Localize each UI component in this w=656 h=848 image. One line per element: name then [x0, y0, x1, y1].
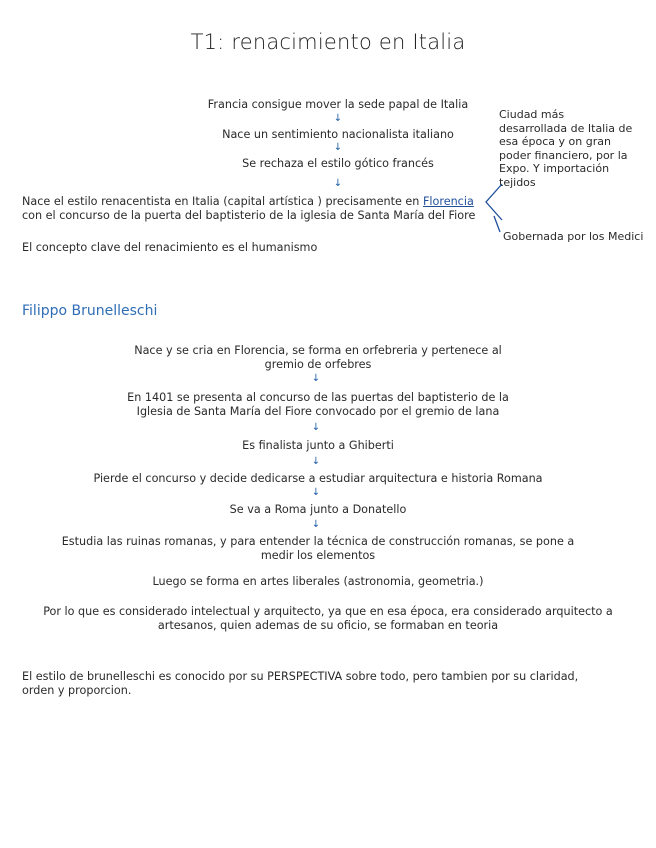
key-concept: El concepto clave del renacimiento es el humanismo [22, 241, 318, 254]
step-line: En 1401 se presenta al concurso de las puertas del baptisterio de la [127, 391, 509, 404]
down-arrow-icon: ↓ [333, 142, 343, 153]
step-line: medir los elementos [260, 549, 376, 562]
step-2 [40, 391, 596, 419]
step-line: Estudia las ruinas romanas, y para entender la técnica de construcción romanas, se pone a [61, 535, 575, 548]
step-line: artesanos, quien ademas de su oficio, se formaban en teoria [157, 619, 499, 632]
down-arrow-icon: ↓ [311, 373, 321, 384]
closing-line: orden y proporcion. [22, 684, 132, 697]
down-arrow-icon: ↓ [311, 519, 321, 530]
side-note-line: desarrollada de Italia de [499, 121, 633, 135]
renacentista-paragraph-line-1 [22, 195, 474, 209]
florencia-link[interactable]: Florencia [422, 195, 474, 208]
side-note-line: Expo. Y importación [499, 162, 610, 175]
down-arrow-icon: ↓ [333, 178, 343, 189]
flow-line-2: Nace un sentimiento nacionalista italiano [222, 128, 454, 141]
step-line: Nace y se cria en Florencia, se forma en orfebreria y pertenece al [134, 344, 502, 357]
closing-line: El estilo de brunelleschi es conocido por su PERSPECTIVA sobre todo, pero tambien por su claridad, [22, 670, 579, 683]
step-3: Es finalista junto a Ghiberti [242, 439, 394, 452]
step-6 [20, 535, 616, 563]
step-4: Pierde el concurso y decide dedicarse a estudiar arquitectura e historia Romana [93, 472, 543, 485]
medici-side-note: Gobernada por los Medici [503, 230, 644, 243]
down-arrow-icon: ↓ [333, 113, 343, 124]
brunelleschi-heading: Filippo Brunelleschi [22, 303, 158, 319]
side-note-line: tejidos [499, 175, 536, 189]
step-8 [14, 605, 642, 633]
step-line: Por lo que es considerado intelectual y arquitecto, ya que en esa época, era considerado arquitecto a [43, 605, 613, 618]
down-arrow-icon: ↓ [311, 456, 321, 467]
renacentista-text: Nace el estilo renacentista en Italia (capital artística ) precisamente en [22, 195, 423, 208]
step-1 [40, 344, 596, 372]
flow-line-1: Francia consigue mover la sede papal de Italia [207, 98, 469, 111]
step-5: Se va a Roma junto a Donatello [229, 503, 407, 516]
side-note-line: Ciudad más [499, 108, 565, 121]
step-7: Luego se forma en artes liberales (astronomia, geometria.) [152, 575, 484, 588]
step-line: Iglesia de Santa María del Fiore convocado por el gremio de lana [136, 405, 500, 418]
renacentista-paragraph-line-2: con el concurso de la puerta del baptisterio de la iglesia de Santa María del Fiore [22, 209, 476, 222]
closing-paragraph [22, 670, 578, 698]
page-title: T1: renacimiento en Italia [190, 30, 466, 54]
flow-line-3: Se rechaza el estilo gótico francés [242, 157, 434, 170]
down-arrow-icon: ↓ [311, 422, 321, 433]
down-arrow-icon: ↓ [311, 487, 321, 498]
side-note-line: esa época y on gran [499, 135, 611, 148]
step-line: gremio de orfebres [264, 358, 372, 371]
side-note-line: poder financiero, por la [499, 148, 628, 162]
florencia-side-note [499, 108, 632, 189]
brace-connector-icon [480, 182, 520, 242]
